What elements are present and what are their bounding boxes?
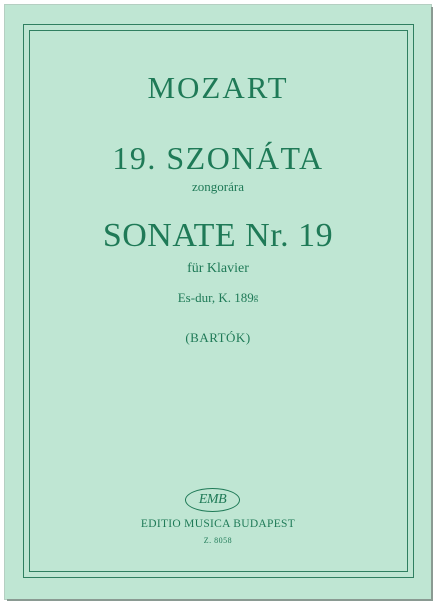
score-cover <box>5 5 431 599</box>
publisher-name: EDITIO MUSICA BUDAPEST <box>140 518 296 530</box>
catalog-number: Z. 8058 <box>203 536 233 545</box>
title-hungarian: 19. SZONÁTA <box>112 140 324 176</box>
key-and-catalog <box>5 290 431 307</box>
title-german: SONATE Nr. 19 <box>102 217 334 254</box>
key-text: Es-dur, K. 189 <box>177 290 254 305</box>
subtitle-hungarian: zongorára <box>192 179 244 194</box>
editor-name: (BARTÓK) <box>185 330 251 345</box>
publisher-logo: EMB <box>185 488 240 512</box>
key-superscript: g <box>253 292 259 302</box>
composer-name: MOZART <box>147 70 289 105</box>
subtitle-german: für Klavier <box>187 261 249 276</box>
